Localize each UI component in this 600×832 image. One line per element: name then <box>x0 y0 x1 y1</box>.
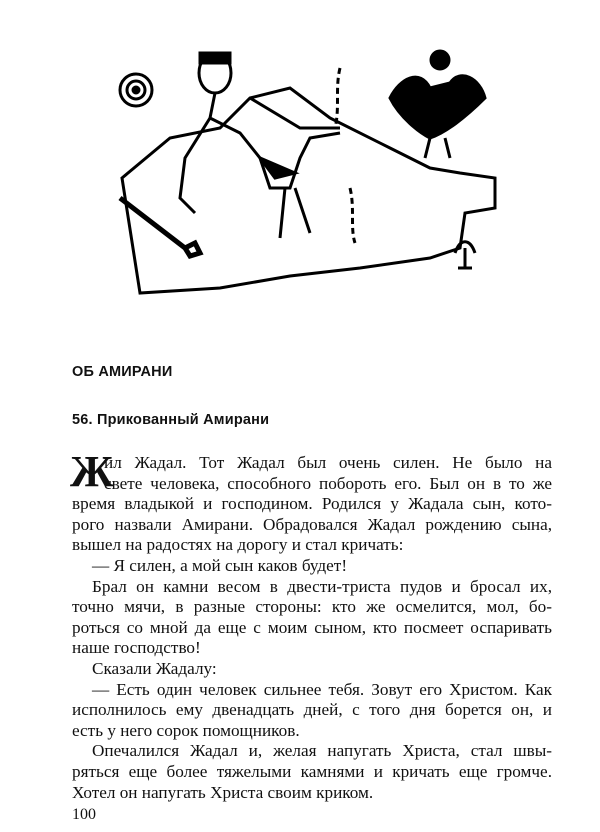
text-line: рого назвали Амирани. Обрадовался Жадал рождению сына, <box>72 514 552 534</box>
text-line: роться со мной да еще с моим сыном, кто посмеет оспаривать <box>72 617 552 637</box>
text-line: — Я силен, а мой сын каков будет! <box>92 556 348 575</box>
text-line: наше господство! <box>72 638 201 658</box>
text-line: время владыкой и господином. Родился у Жадала сын, кото- <box>72 494 552 514</box>
text-line: — Есть один человек сильнее тебя. Зовут его Христом. Как <box>92 679 552 699</box>
section-heading: ОБ АМИРАНИ <box>72 364 173 380</box>
text-line: Брал он камни весом в двести-триста пудов и бросал их, <box>92 576 552 596</box>
text-line: есть у него сорок помощников. <box>72 720 300 740</box>
text-line: ил Жадал. Тот Жадал был очень силен. Не было на <box>104 453 552 472</box>
text-line: исполнилось ему двенадцать дней, с того дня борется он, и <box>72 700 552 720</box>
text-line: свете человека, способного побороть его. Был он в то же <box>104 473 552 493</box>
text-line: точно мячи, в разные стороны: кто же осмелится, мол, бо- <box>72 597 552 617</box>
text-line: Сказали Жадалу: <box>92 659 217 678</box>
text-line: Опечалился Жадал и, желая напугать Христа, стал швы- <box>92 741 552 761</box>
story-title: 56. Прикованный Амирани <box>72 412 270 428</box>
eagle-icon <box>390 76 485 138</box>
plant-icon <box>455 242 475 268</box>
drop-cap: Ж <box>70 447 114 496</box>
text-line: Хотел он напугать Христа своим криком. <box>72 782 374 802</box>
illustration-chained-amirani <box>100 38 520 298</box>
page-number: 100 <box>72 806 96 824</box>
text-line: вышел на радостях на дорогу и стал кричать: <box>72 535 404 555</box>
text-line: ряться еще более тяжелыми камнями и кричать еще громче. <box>72 762 552 781</box>
